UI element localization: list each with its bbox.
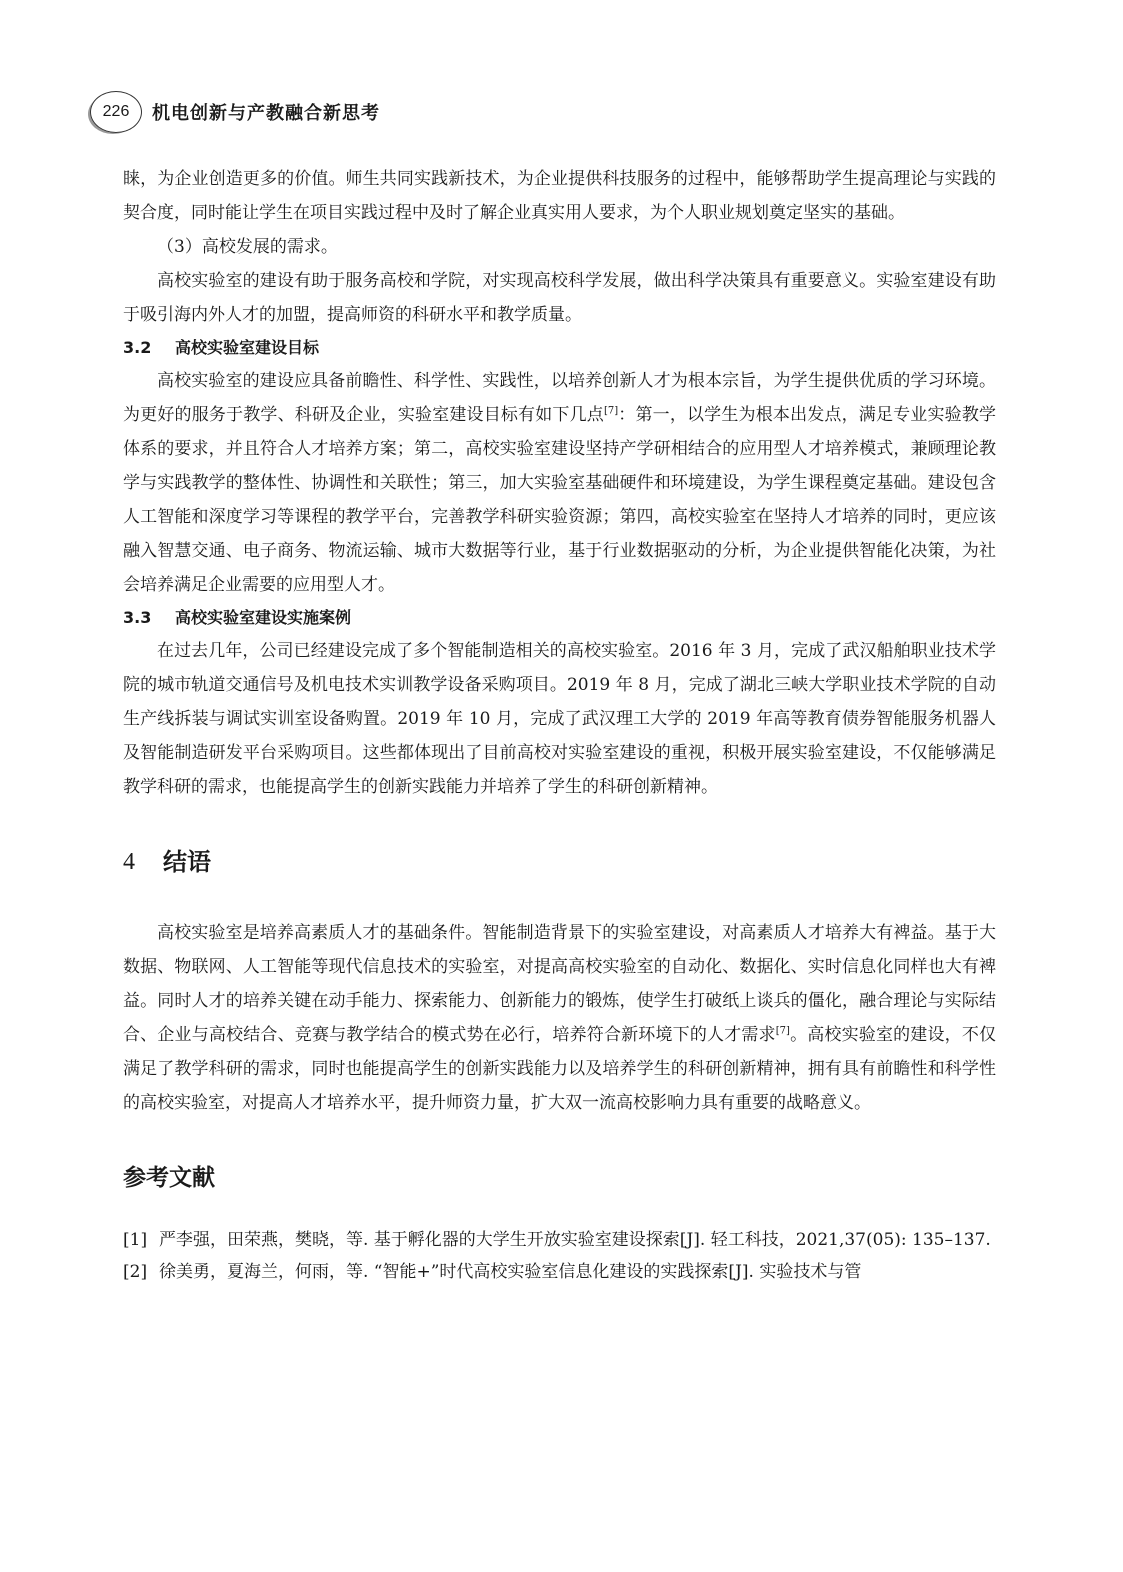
book-title: 机电创新与产教融合新思考 [152,103,380,124]
paragraph-section-3-2 [123,364,996,602]
paragraph-conclusion [123,916,996,1120]
citation-mark: [7] [603,405,619,417]
subsection-heading-3-3 [123,602,996,634]
reference-item [123,1256,996,1288]
reference-item [123,1224,996,1256]
page-header [90,90,1030,134]
text-run: 高校实验室是培养高素质人才的基础条件。智能制造背景下的实验室建设，对高素质人才培养大有裨益。基于大数据、物联网、人工智能等现代信息技术的实验室，对提高高校实验室的自动化、数据化、实时信息化同样也大有裨益。同时人才的培养关键在动手能力、探索能力、创新能力的锻炼，使学生打破纸上谈兵的僵化，融合理论与实际结合、企业与高校结合、竞赛与教学结合的模式势在必行，培养符合新环境下的人才需求 [123,923,996,1045]
text-run: 高校实验室的建设应具备前瞻性、科学性、实践性，以培养创新人才为根本宗旨，为学生提供优质的学习环境。为更好的服务于教学、科研及企业，实验室建设目标有如下几点 [123,371,996,425]
reference-text: 严李强，田荣燕，樊晓，等. 基于孵化器的大学生开放实验室建设探索[J]. 轻工科技，2021,37(05): 135–137. [159,1230,991,1250]
section-title: 结语 [163,847,211,876]
subsection-title: 高校实验室建设实施案例 [175,608,352,627]
section-number: 4 [123,849,135,875]
references-heading: 参考文献 [123,1165,215,1191]
citation-mark: [7] [775,1025,790,1037]
reference-text: 徐美勇，夏海兰，何雨，等. “智能+”时代高校实验室信息化建设的实践探索[J]. 实验技术与管 [159,1262,862,1282]
paragraph-continued: 睐，为企业创造更多的价值。师生共同实践新技术，为企业提供科技服务的过程中，能够帮助学生提高理论与实践的契合度，同时能让学生在项目实践过程中及时了解企业真实用人要求，为个人职业规划奠定坚实的基础。 [123,169,996,223]
reference-number: [2] [123,1262,148,1282]
section-heading-4 [123,844,996,880]
page-number: 226 [90,91,142,133]
paragraph: 高校实验室的建设有助于服务高校和学院，对实现高校科学发展，做出科学决策具有重要意义。实验室建设有助于吸引海内外人才的加盟，提高师资的科研水平和教学质量。 [123,271,996,325]
subsection-heading-3-2 [123,332,996,364]
reference-number: [1] [123,1230,148,1250]
subsection-number: 3.2 [123,338,152,357]
text-run: ：第一，以学生为根本出发点，满足专业实验教学体系的要求，并且符合人才培养方案；第二，高校实验室建设坚持产学研相结合的应用型人才培养模式，兼顾理论教学与实践教学的整体性、协调性和关联性；第三，加大实验室基础硬件和环境建设，为学生课程奠定基础。建设包含人工智能和深度学习等课程的教学平台，完善教学科研实验资源；第四，高校实验室在坚持人才培养的同时，更应该融入智慧交通、电子商务、物流运输、城市大数据等行业，基于行业数据驱动的分析，为企业提供智能化决策，为社会培养满足企业需要的应用型人才。 [123,405,997,595]
page-content [123,162,996,1288]
text-run: 。高校实验室的建设，不仅满足了教学科研的需求，同时也能提高学生的创新实践能力以及培养学生的科研创新精神，拥有具有前瞻性和科学性的高校实验室，对提高人才培养水平，提升师资力量，扩大双一流高校影响力具有重要的战略意义。 [123,1025,997,1113]
paragraph-list-item: （3）高校发展的需求。 [157,237,338,257]
subsection-title: 高校实验室建设目标 [175,338,320,357]
paragraph-section-3-3: 在过去几年，公司已经建设完成了多个智能制造相关的高校实验室。2016 年 3 月，完成了武汉船舶职业技术学院的城市轨道交通信号及机电技术实训教学设备采购项目。2019 年 8 月，完成了湖北三峡大学职业技术学院的自动生产线拆装与调试实训室设备购置。2019 年 10 月，完成了武汉理工大学的 2019 年高等教育债券智能服务机器人及智能制造研发平台采购项目。这些都体现出了目前高校对实验室建设的重视，积极开展实验室建设，不仅能够满足教学科研的需求，也能提高学生的创新实践能力并培养了学生的科研创新精神。 [123,641,996,797]
subsection-number: 3.3 [123,608,152,627]
